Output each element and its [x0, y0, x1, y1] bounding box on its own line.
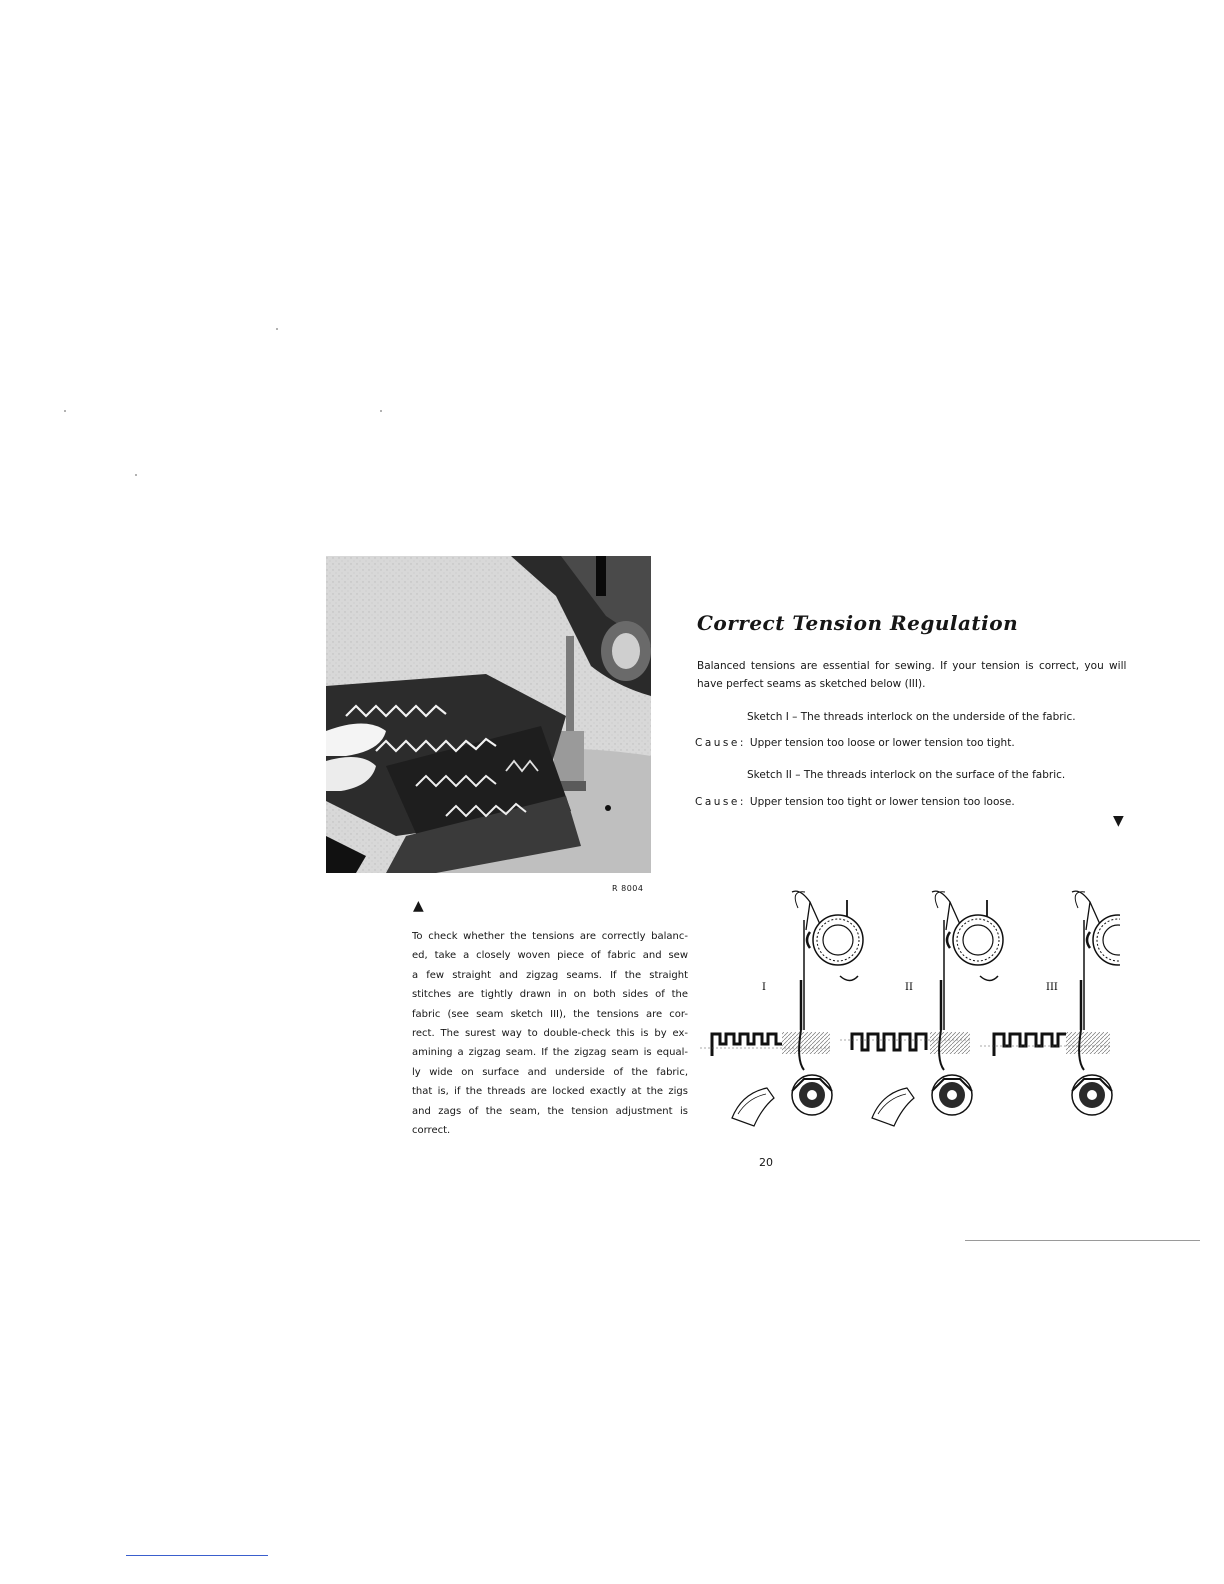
tension-sketches — [700, 880, 1120, 1160]
sketch-ii — [840, 891, 1003, 1126]
sewing-machine-photo — [326, 556, 651, 873]
figure-pointer-up-marker: ▲ — [413, 898, 424, 914]
scan-speck — [64, 410, 66, 412]
page-title: Correct Tension Regulation — [697, 611, 1019, 635]
paragraph-line: correct. — [412, 1124, 451, 1136]
cause-text: Upper tension too tight or lower tension too loose. — [749, 796, 1015, 808]
sketch-2-note: Sketch II – The threads interlock on the surface of the fabric. — [747, 769, 1066, 781]
cause-label: Cause: — [695, 737, 746, 749]
paragraph-line: ed, take a closely woven piece of fabric and sew — [412, 950, 688, 962]
cause-label: Cause: — [695, 796, 746, 808]
page-number: 20 — [759, 1156, 773, 1169]
sketch-label-i: I — [762, 982, 766, 993]
sketch-label-ii: II — [905, 982, 913, 993]
paragraph-line: amining a zigzag seam. If the zigzag seam is equal- — [412, 1047, 688, 1059]
continue-down-marker: ▼ — [1113, 813, 1124, 829]
sketch-1-cause — [695, 737, 1015, 749]
scan-speck — [276, 328, 278, 330]
paragraph-line: and zags of the seam, the tension adjustment is — [412, 1105, 688, 1117]
paragraph-line: a few straight and zigzag seams. If the straight — [412, 969, 688, 981]
scan-speck — [380, 410, 382, 412]
scan-rule — [965, 1240, 1200, 1241]
instruction-paragraph — [412, 927, 688, 1140]
paragraph-line: ly wide on surface and underside of the fabric, — [412, 1066, 688, 1078]
sketch-label-iii: III — [1046, 982, 1058, 993]
paragraph-line: rect. The surest way to double-check this is by ex- — [412, 1027, 688, 1039]
paragraph-line: fabric (see seam sketch III), the tensions are cor- — [412, 1008, 688, 1020]
sketch-iii — [980, 891, 1120, 1115]
sketch-1-note: Sketch I – The threads interlock on the underside of the fabric. — [747, 711, 1076, 723]
underline-artifact — [126, 1555, 268, 1556]
paragraph-line: To check whether the tensions are correctly balanc- — [412, 931, 688, 942]
sketch-i — [700, 891, 863, 1126]
scan-speck — [135, 474, 137, 476]
intro-line-2: have perfect seams as sketched below (III). — [697, 678, 926, 690]
figure-code: R 8004 — [612, 884, 644, 893]
intro-line-1: Balanced tensions are essential for sewing. If your tension is correct, you will — [697, 660, 1127, 672]
paragraph-line: that is, if the threads are locked exactly at the zigs — [412, 1086, 688, 1098]
sketch-2-cause — [695, 796, 1015, 808]
cause-text: Upper tension too loose or lower tension too tight. — [749, 737, 1015, 749]
paragraph-line: stitches are tightly drawn in on both sides of the — [412, 989, 688, 1001]
